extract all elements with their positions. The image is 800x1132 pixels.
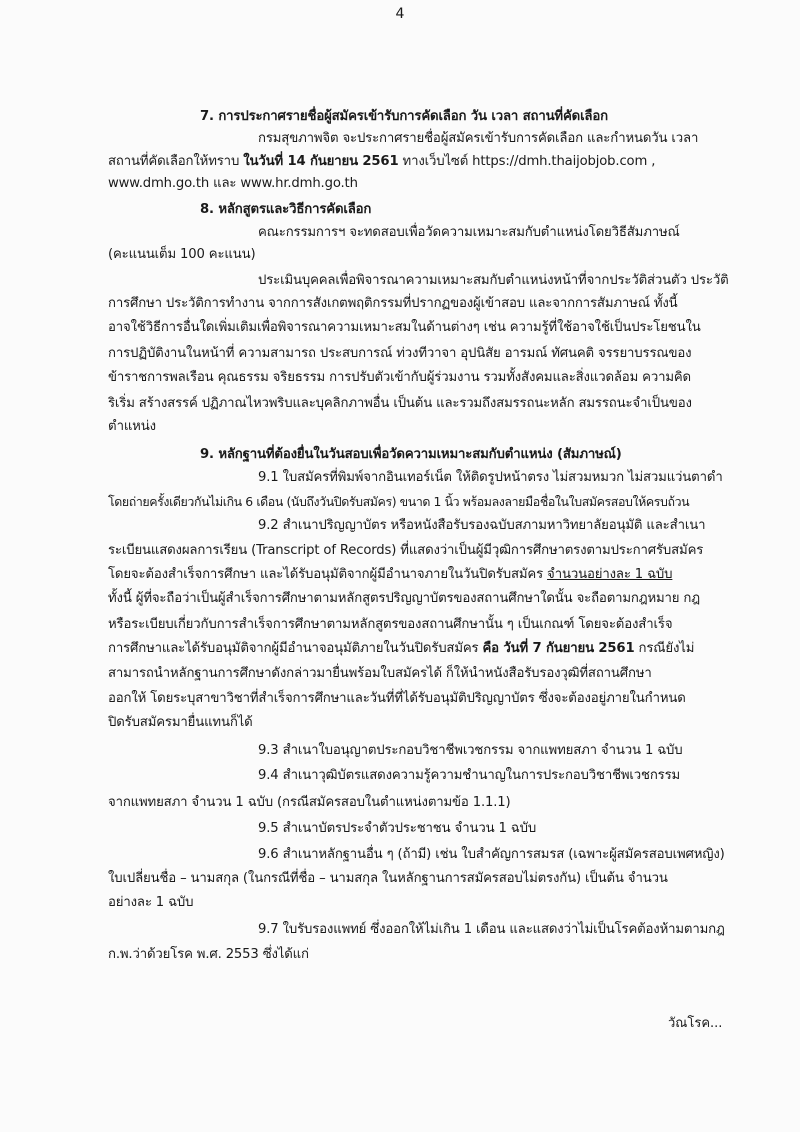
section-8-heading: 8. หลักสูตรและวิธีการคัดเลือก bbox=[200, 202, 372, 217]
section-9-line: การศึกษาและได้รับอนุมัติจากผู้มีอำนาจอนุมัติภายในวันปิดรับสมัคร คือ วันที่ 7 กันยายน 2561 กรณียังไม่ bbox=[108, 641, 695, 656]
approval-deadline: คือ วันที่ 7 กันยายน 2561 bbox=[482, 641, 635, 656]
section-9-line: โดยจะต้องสำเร็จการศึกษา และได้รับอนุมัติจากผู้มีอำนาจภายในวันปิดรับสมัคร จำนวนอย่างละ 1 ฉบับ bbox=[108, 567, 673, 582]
section-9-line: ระเบียนแสดงผลการเรียน (Transcript of Records) ที่แสดงว่าเป็นผู้มีวุฒิการศึกษาตรงตามประกาศรับสมัคร bbox=[108, 543, 704, 558]
section-7-line: กรมสุขภาพจิต จะประกาศรายชื่อผู้สมัครเข้ารับการคัดเลือก และกำหนดวัน เวลา bbox=[258, 131, 699, 146]
section-8-line: ตำแหน่ง bbox=[108, 419, 156, 434]
section-9-line: 9.4 สำเนาวุฒิบัตรแสดงความรู้ความชำนาญในการประกอบวิชาชีพเวชกรรม bbox=[258, 768, 681, 783]
copies-requirement: จำนวนอย่างละ 1 ฉบับ bbox=[547, 567, 673, 582]
section-9-line: ออกให้ โดยระบุสาขาวิชาที่สำเร็จการศึกษาและวันที่ที่ได้รับอนุมัติปริญญาบัตร ซึ่งจะต้องอยู่ภายในกำหนด bbox=[108, 691, 686, 706]
section-8-line: การศึกษา ประวัติการทำงาน จากการสังเกตพฤติกรรมที่ปรากฏของผู้เข้าสอบ และจากการสัมภาษณ์ ทั้งนี้ bbox=[108, 296, 678, 311]
section-9-line: 9.7 ใบรับรองแพทย์ ซึ่งออกให้ไม่เกิน 1 เดือน และแสดงว่าไม่เป็นโรคต้องห้ามตามกฎ bbox=[258, 922, 725, 937]
page-number: 4 bbox=[395, 6, 405, 22]
section-8-line: (คะแนนเต็ม 100 คะแนน) bbox=[108, 247, 256, 262]
section-8-line: อาจใช้วิธีการอื่นใดเพิ่มเติมเพื่อพิจารณาความเหมาะสมในด้านต่างๆ เช่น ความรู้ที่ใช้อาจใช้เป็นประโยชนใน bbox=[108, 320, 701, 335]
section-7-heading: 7. การประกาศรายชื่อผู้สมัครเข้ารับการคัดเลือก วัน เวลา สถานที่คัดเลือก bbox=[200, 109, 608, 124]
section-9-line: อย่างละ 1 ฉบับ bbox=[108, 895, 194, 910]
section-7-line: สถานที่คัดเลือกให้ทราบ ในวันที่ 14 กันยายน 2561 ทางเว็บไซต์ https://dmh.thaijobjob.com , bbox=[108, 154, 656, 169]
section-8-line: การปฏิบัติงานในหน้าที่ ความสามารถ ประสบการณ์ ท่วงทีวาจา อุปนิสัย อารมณ์ ทัศนคติ จรรยาบรรณของ bbox=[108, 346, 692, 361]
continuation-text: วัณโรค... bbox=[668, 1016, 723, 1031]
section-9-heading: 9. หลักฐานที่ต้องยื่นในวันสอบเพื่อวัดความเหมาะสมกับตำแหน่ง (สัมภาษณ์) bbox=[200, 447, 622, 462]
section-7-line: www.dmh.go.th และ www.hr.dmh.go.th bbox=[108, 176, 358, 191]
section-9-line: 9.2 สำเนาปริญญาบัตร หรือหนังสือรับรองฉบับสภามหาวิทยาลัยอนุมัติ และสำเนา bbox=[258, 518, 706, 533]
announcement-date: ในวันที่ 14 กันยายน 2561 bbox=[243, 154, 399, 169]
section-9-line: ก.พ.ว่าด้วยโรค พ.ศ. 2553 ซึ่งได้แก่ bbox=[108, 947, 309, 962]
section-9-line: จากแพทยสภา จำนวน 1 ฉบับ (กรณีสมัครสอบในตำแหน่งตามข้อ 1.1.1) bbox=[108, 795, 511, 810]
section-9-line: โดยถ่ายครั้งเดียวกันไม่เกิน 6 เดือน (นับถึงวันปิดรับสมัคร) ขนาด 1 นิ้ว พร้อมลงลายมือชื่อในใบสมัครสอบให้ครบถ้วน bbox=[108, 494, 690, 509]
section-9-line: 9.5 สำเนาบัตรประจำตัวประชาชน จำนวน 1 ฉบับ bbox=[258, 821, 537, 836]
section-8-line: ประเมินบุคคลเพื่อพิจารณาความเหมาะสมกับตำแหน่งหน้าที่จากประวัติส่วนตัว ประวัติ bbox=[258, 273, 729, 288]
section-9-line: ทั้งนี้ ผู้ที่จะถือว่าเป็นผู้สำเร็จการศึกษาตามหลักสูตรปริญญาบัตรของสถานศึกษาใดนั้น จะถือตามกฎหมาย กฎ bbox=[108, 591, 700, 606]
section-9-line: 9.3 สำเนาใบอนุญาตประกอบวิชาชีพเวชกรรม จากแพทยสภา จำนวน 1 ฉบับ bbox=[258, 743, 683, 758]
section-9-line: สามารถนำหลักฐานการศึกษาดังกล่าวมายื่นพร้อมใบสมัครได้ ก็ให้นำหนังสือรับรองวุฒิที่สถานศึกษา bbox=[108, 666, 652, 681]
section-8-line: ริเริ่ม สร้างสรรค์ ปฏิภาณไหวพริบและบุคลิกภาพอื่น เป็นต้น และรวมถึงสมรรถนะหลัก สมรรถนะจำเป็นของ bbox=[108, 396, 692, 411]
section-8-line: คณะกรรมการฯ จะทดสอบเพื่อวัดความเหมาะสมกับตำแหน่งโดยวิธีสัมภาษณ์ bbox=[258, 225, 680, 240]
section-8-line: ข้าราชการพลเรือน คุณธรรม จริยธรรม การปรับตัวเข้ากับผู้ร่วมงาน รวมทั้งสังคมและสิ่งแวดล้อม ความคิด bbox=[108, 370, 691, 385]
section-9-line: 9.1 ใบสมัครที่พิมพ์จากอินเทอร์เน็ต ให้ติดรูปหน้าตรง ไม่สวมหมวก ไม่สวมแว่นตาดำ bbox=[258, 470, 723, 485]
section-9-line: หรือระเบียบเกี่ยวกับการสำเร็จการศึกษาตามหลักสูตรของสถานศึกษานั้น ๆ เป็นเกณฑ์ โดยจะต้องสำเร็จ bbox=[108, 617, 673, 632]
section-9-line: ปิดรับสมัครมายื่นแทนก็ได้ bbox=[108, 715, 253, 730]
section-9-line: ใบเปลี่ยนชื่อ – นามสกุล (ในกรณีที่ชื่อ – นามสกุล ในหลักฐานการสมัครสอบไม่ตรงกัน) เป็นต้น จำนวน bbox=[108, 871, 668, 886]
section-9-line: 9.6 สำเนาหลักฐานอื่น ๆ (ถ้ามี) เช่น ใบสำคัญการสมรส (เฉพาะผู้สมัครสอบเพศหญิง) bbox=[258, 847, 725, 862]
